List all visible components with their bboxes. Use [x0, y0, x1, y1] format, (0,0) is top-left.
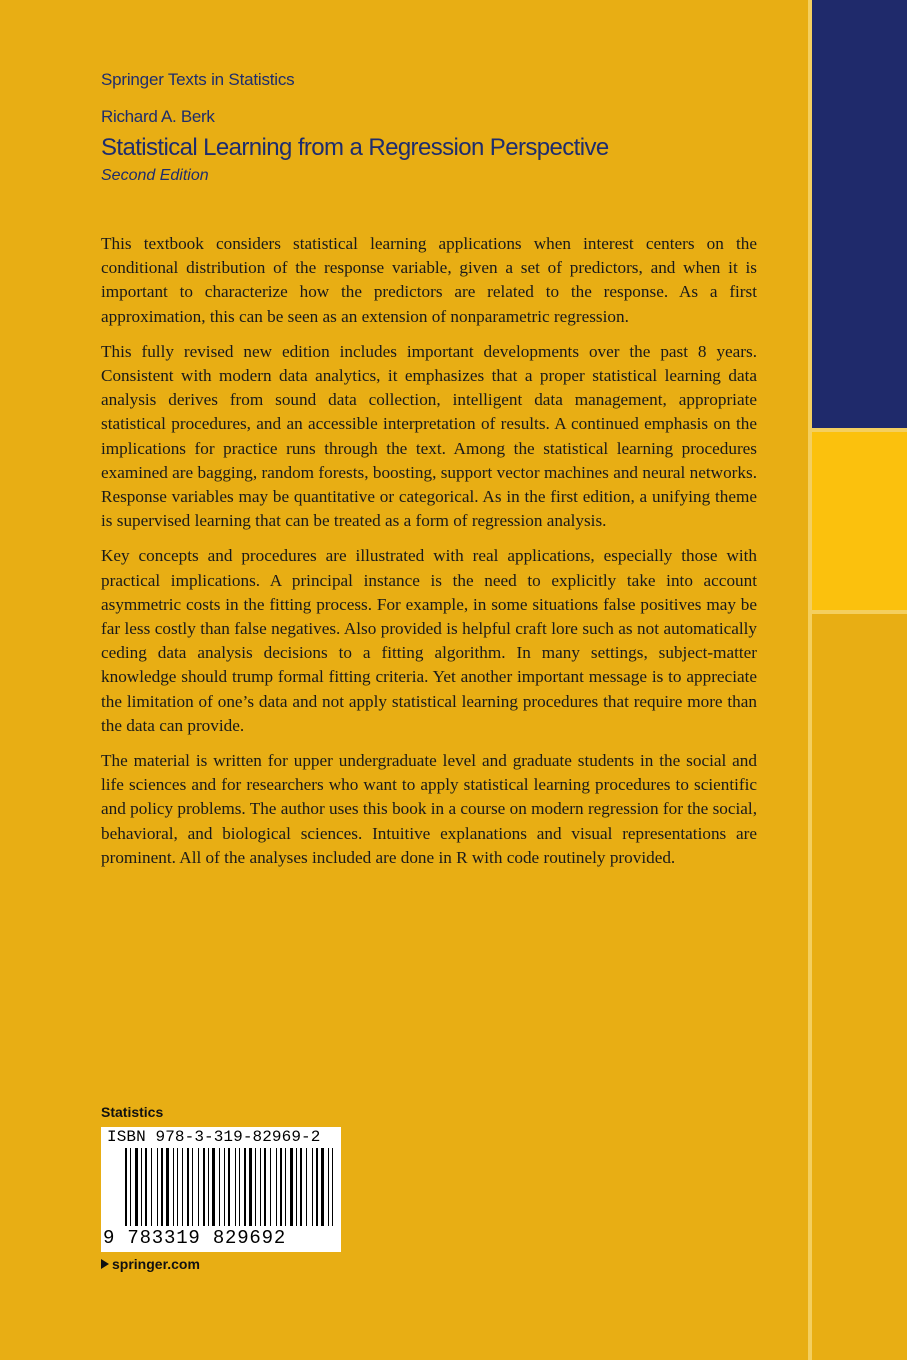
blurb-paragraph: This textbook considers statistical learning applications when interest centers on the conditional distribution of the response variable, given a set of predictors, and when it is important to characterize how the predictors are related to the response. As a first approximation, this can be seen as an extension of nonparametric regression.: [101, 234, 757, 326]
author-name: Richard A. Berk: [101, 107, 215, 126]
book-title: Statistical Learning from a Regression Perspective: [101, 134, 609, 161]
spine-lower-band: [812, 614, 907, 1360]
series-title: Springer Texts in Statistics: [101, 70, 295, 89]
isbn-label: ISBN 978-3-319-82969-2: [107, 1128, 321, 1146]
subject-category: Statistics: [101, 1104, 164, 1120]
blurb-paragraph: The material is written for upper undergraduate level and graduate students in the social and life sciences and for researchers who want to apply statistical learning procedures to scientific and policy problems. The author uses this book in a course on modern regression for the social, behavioral, and biological sciences. Intuitive explanations and visual representations are prominent. All of the analyses included are done in R with code routinely provided.: [101, 751, 757, 867]
website-label: springer.com: [112, 1256, 200, 1272]
barcode-bars: [101, 1146, 341, 1234]
springer-website-link[interactable]: [101, 1256, 200, 1272]
barcode-digits: 9 783319 829692: [103, 1227, 287, 1249]
spine-yellow-band: [812, 432, 907, 610]
isbn-barcode: [101, 1127, 341, 1252]
play-arrow-icon: [101, 1259, 109, 1269]
edition-label: Second Edition: [101, 167, 209, 184]
blurb-paragraph: This fully revised new edition includes important developments over the past 8 years. Consistent with modern data analytics, it emphasizes that a proper statistical learning data analysis derives from sound data collection, intelligent data management, appropriate statistical procedures, and an accessible interpretation of results. A continued emphasis on the implications for practice runs through the text. Among the statistical learning procedures examined are bagging, random forests, boosting, support vector machines and neural networks. Response variables may be quantitative or categorical. As in the first edition, a unifying theme is supervised learning that can be treated as a form of regression analysis.: [101, 341, 757, 531]
blurb-paragraph: Key concepts and procedures are illustrated with real applications, especially those with practical implications. A principal instance is the need to explicitly take into account asymmetric costs in the fitting process. For example, in some situations false positives may be far less costly than false negatives. Also provided is helpful craft lore such as not automatically ceding data analysis decisions to a fitting algorithm. In many settings, subject-matter knowledge should trump formal fitting criteria. Yet another important message is to appreciate the limitation of one’s data and not apply statistical learning procedures that require more than the data can provide.: [101, 546, 757, 735]
blurb-text: [101, 232, 757, 881]
spine-navy-band: [812, 0, 907, 428]
